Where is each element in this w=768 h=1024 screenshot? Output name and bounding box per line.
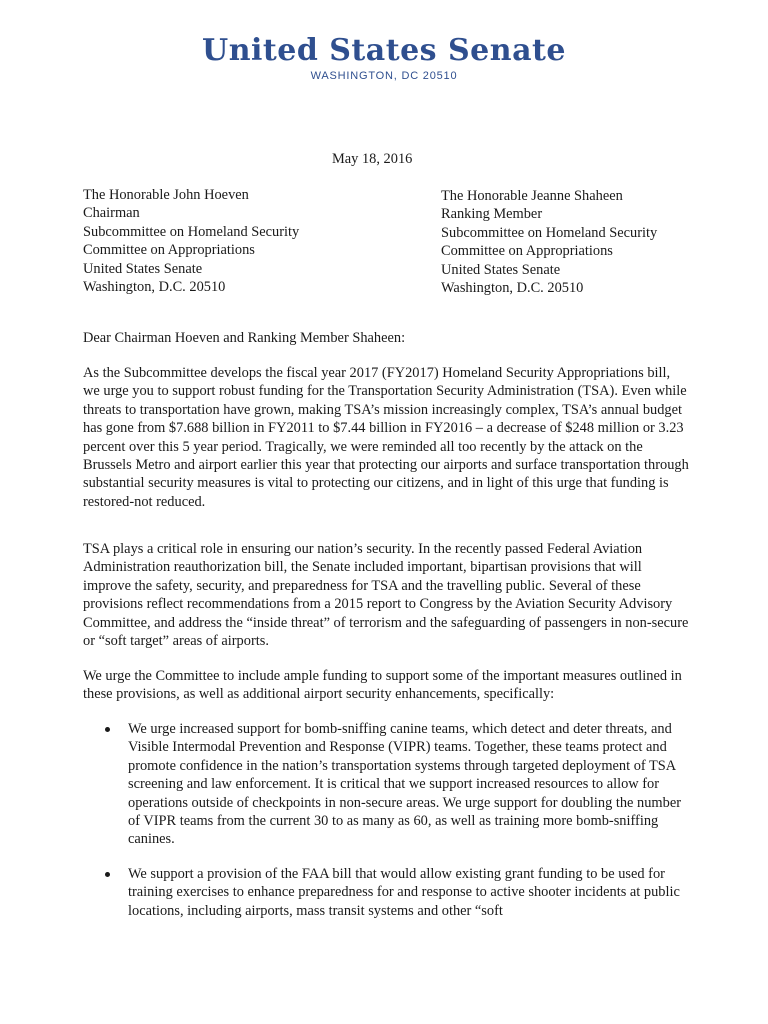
recipient-right-committee: Committee on Appropriations [441, 243, 613, 260]
bullet-text: We urge increased support for bomb-sniffing canine teams, which detect and deter threats, and Visible Intermodal Prevention and Response (VIPR) teams. Together, these teams protect and promote confidence in the nation’s transportation systems through targeted deployment of TSA screening and law enforcement. It is critical that we support increased resources to allow for operations outside of checkpoints in non-secure areas. We urge support for doubling the number of VIPR teams from the current 30 to as many as 60, as well as training more bomb-sniffing canines. [128, 721, 682, 848]
recipient-right-title: Ranking Member [441, 206, 543, 223]
paragraph-tsa-role: TSA plays a critical role in ensuring our nation’s security. In the recently passed Federal Aviation Administration reauthorization bill, the Senate included important, bipartisan provisions that will improve the safety, security, and preparedness for TSA and the travelling public. Several of these provisions reflect recommendations from a 2015 report to Congress by the Aviation Security Advisory Committee, and address the “inside threat” of terrorism and the safeguarding of passengers in non-secure or “soft target” areas of airports. [83, 541, 689, 650]
senate-address: WASHINGTON, DC 20510 [310, 70, 458, 82]
recipient-left-name: The Honorable John Hoeven [83, 187, 249, 203]
list-item [83, 720, 689, 849]
bullet-list [83, 865, 689, 920]
recipient-left-city: Washington, D.C. 20510 [83, 279, 226, 296]
letterhead [0, 34, 768, 82]
list-item [83, 865, 689, 920]
recipient-left-title: Chairman [83, 205, 140, 222]
letter-date: May 18, 2016 [332, 151, 413, 167]
bullet-text: We support a provision of the FAA bill that would allow existing grant funding to be used for training exercises to enhance preparedness for and response to active shooter incidents at public locations, including airports, mass transit systems and other “soft [128, 866, 680, 919]
recipient-left-subcommittee: Subcommittee on Homeland Security [83, 223, 300, 240]
recipient-right-city: Washington, D.C. 20510 [441, 280, 584, 297]
recipient-left-address [83, 186, 299, 296]
recipient-right-address [441, 187, 657, 297]
paragraph-urge: We urge the Committee to include ample funding to support some of the important measures outlined in these provisions, as well as additional airport security enhancements, specifically: [83, 668, 682, 703]
salutation: Dear Chairman Hoeven and Ranking Member Shaheen: [83, 330, 406, 346]
senate-title: United States Senate [202, 33, 566, 68]
recipient-right-subcommittee: Subcommittee on Homeland Security [441, 224, 658, 241]
bullet-icon [105, 727, 110, 732]
paragraph-funding: As the Subcommittee develops the fiscal year 2017 (FY2017) Homeland Security Appropriations bill, we urge you to support robust funding for the Transportation Security Administration (TSA). Even while threats to transportation have grown, making TSA’s mission increasingly complex, TSA’s annual budget has gone from $7.688 billion in FY2011 to $7.44 billion in FY2016 – a decrease of $248 million or 3.23 percent over this 5 year period. Tragically, we were reminded all too recently by the attack on the Brussels Metro and airport earlier this year that protecting our airports and surface transportation through substantial security measures is vital to protecting our citizens, and in light of this urge that funding is restored-not reduced. [83, 365, 689, 510]
recipient-left-body: United States Senate [83, 260, 203, 277]
recipient-right-body: United States Senate [441, 261, 561, 278]
bullet-icon [105, 872, 110, 877]
recipient-right-name: The Honorable Jeanne Shaheen [441, 188, 623, 204]
recipient-left-committee: Committee on Appropriations [83, 242, 255, 259]
bullet-list [83, 720, 689, 849]
